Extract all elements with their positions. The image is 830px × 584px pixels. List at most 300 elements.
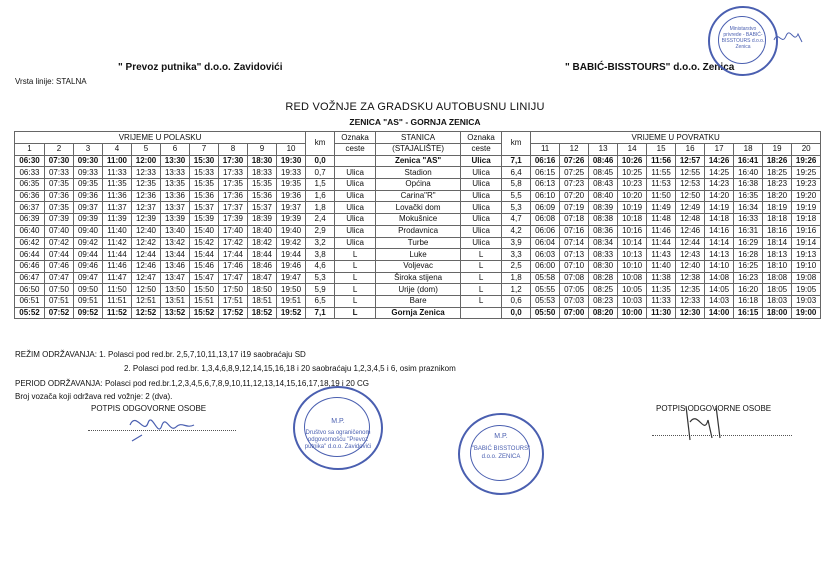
outbound-time: 11:51 xyxy=(103,295,132,307)
outbound-time: 17:36 xyxy=(219,190,248,202)
outbound-time: 13:33 xyxy=(161,167,190,179)
outbound-time: 18:46 xyxy=(248,260,277,272)
return-time: 07:19 xyxy=(560,202,589,214)
return-time: 11:49 xyxy=(647,202,676,214)
return-time: 08:43 xyxy=(589,179,618,191)
km-from-start: 3,8 xyxy=(306,249,335,261)
outbound-time: 07:51 xyxy=(45,295,74,307)
outbound-time: 07:47 xyxy=(45,272,74,284)
road-type-right: L xyxy=(461,260,502,272)
outbound-time: 18:30 xyxy=(248,155,277,167)
return-time: 18:23 xyxy=(763,179,792,191)
outbound-time: 11:42 xyxy=(103,237,132,249)
road-type-left: Ulica xyxy=(335,214,376,226)
outbound-time: 07:42 xyxy=(45,237,74,249)
outbound-number-6: 6 xyxy=(161,144,190,156)
return-time: 08:25 xyxy=(589,284,618,296)
outbound-time: 17:35 xyxy=(219,179,248,191)
station-name: Lovački dom xyxy=(376,202,461,214)
return-time: 16:31 xyxy=(734,225,763,237)
km-from-start: 0,7 xyxy=(306,167,335,179)
return-time: 16:35 xyxy=(734,190,763,202)
road-header-right-2: ceste xyxy=(461,144,502,156)
return-time: 12:50 xyxy=(676,190,705,202)
station-name: Carina"R" xyxy=(376,190,461,202)
stamp-middle-mp: M.P. xyxy=(494,433,508,440)
regime-note-1: REŽIM ODRŽAVANJA: 1. Polasci pod red.br. 2,5,7,10,11,13,17 i19 saobraćaju SD xyxy=(15,350,306,359)
return-time: 11:40 xyxy=(647,260,676,272)
outbound-time: 09:33 xyxy=(74,167,103,179)
outbound-time: 17:47 xyxy=(219,272,248,284)
line-type: Vrsta linije: STALNA xyxy=(15,77,87,86)
outbound-time: 09:44 xyxy=(74,249,103,261)
return-time: 12:49 xyxy=(676,202,705,214)
return-time: 08:34 xyxy=(589,237,618,249)
outbound-time: 15:35 xyxy=(248,179,277,191)
return-time: 10:20 xyxy=(618,190,647,202)
return-time: 16:40 xyxy=(734,167,763,179)
outbound-time: 15:36 xyxy=(248,190,277,202)
return-time: 11:56 xyxy=(647,155,676,167)
stamp-middle xyxy=(458,413,544,495)
road-type-right: Ulica xyxy=(461,190,502,202)
return-time: 08:40 xyxy=(589,190,618,202)
table-row xyxy=(15,179,821,191)
table-row xyxy=(15,214,821,226)
return-time: 19:03 xyxy=(792,295,821,307)
return-time: 16:29 xyxy=(734,237,763,249)
return-time: 12:55 xyxy=(676,167,705,179)
return-time: 07:25 xyxy=(560,167,589,179)
station-name: Široka stijena xyxy=(376,272,461,284)
return-time: 16:15 xyxy=(734,307,763,319)
return-number-16: 16 xyxy=(676,144,705,156)
outbound-time: 06:35 xyxy=(15,179,45,191)
return-number-14: 14 xyxy=(618,144,647,156)
return-time: 12:35 xyxy=(676,284,705,296)
outbound-time: 18:39 xyxy=(248,214,277,226)
km-from-start: 0,0 xyxy=(306,155,335,167)
outbound-time: 17:37 xyxy=(219,202,248,214)
return-number-20: 20 xyxy=(792,144,821,156)
outbound-time: 09:52 xyxy=(74,307,103,319)
outbound-number-10: 10 xyxy=(277,144,306,156)
return-time: 05:58 xyxy=(531,272,560,284)
return-time: 19:25 xyxy=(792,167,821,179)
outbound-time: 15:35 xyxy=(190,179,219,191)
return-time: 14:25 xyxy=(705,167,734,179)
return-time: 14:16 xyxy=(705,225,734,237)
outbound-time: 13:42 xyxy=(161,237,190,249)
outbound-time: 09:42 xyxy=(74,237,103,249)
road-type-left: Ulica xyxy=(335,190,376,202)
regime-note-2: 2. Polasci pod red.br. 1,3,4,6,8,9,12,14,15,16,18 i 20 saobraćaju 1,2,3,4,5 i 6, osim praznikom xyxy=(124,364,456,373)
outbound-time: 12:35 xyxy=(132,179,161,191)
return-time: 12:44 xyxy=(676,237,705,249)
outbound-number-5: 5 xyxy=(132,144,161,156)
km-from-end: 0,6 xyxy=(502,295,531,307)
road-header-right-1: Oznaka xyxy=(461,132,502,144)
return-time: 14:10 xyxy=(705,260,734,272)
road-type-left: Ulica xyxy=(335,202,376,214)
outbound-number-8: 8 xyxy=(219,144,248,156)
road-type-left: L xyxy=(335,307,376,319)
road-header-left-1: Oznaka xyxy=(335,132,376,144)
outbound-time: 12:37 xyxy=(132,202,161,214)
return-time: 19:20 xyxy=(792,190,821,202)
return-number-15: 15 xyxy=(647,144,676,156)
km-from-end: 3,9 xyxy=(502,237,531,249)
return-time: 19:18 xyxy=(792,214,821,226)
signature-label-right: POTPIS ODGOVORNE OSOBE xyxy=(656,404,772,413)
outbound-time: 06:47 xyxy=(15,272,45,284)
outbound-time: 17:30 xyxy=(219,155,248,167)
station-name: Urije (dom) xyxy=(376,284,461,296)
km-from-end: 5,5 xyxy=(502,190,531,202)
outbound-time: 13:51 xyxy=(161,295,190,307)
outbound-time: 12:47 xyxy=(132,272,161,284)
return-time: 08:39 xyxy=(589,202,618,214)
outbound-time: 07:35 xyxy=(45,202,74,214)
outbound-time: 15:52 xyxy=(190,307,219,319)
return-time: 07:26 xyxy=(560,155,589,167)
signature-label-left: POTPIS ODGOVORNE OSOBE xyxy=(91,404,207,413)
km-from-end: 6,4 xyxy=(502,167,531,179)
outbound-time: 07:50 xyxy=(45,284,74,296)
outbound-time: 12:00 xyxy=(132,155,161,167)
return-time: 11:55 xyxy=(647,167,676,179)
outbound-time: 12:36 xyxy=(132,190,161,202)
return-time: 05:53 xyxy=(531,295,560,307)
road-type-left: Ulica xyxy=(335,237,376,249)
outbound-time: 06:37 xyxy=(15,202,45,214)
return-time: 10:23 xyxy=(618,179,647,191)
return-time: 10:00 xyxy=(618,307,647,319)
return-time: 10:10 xyxy=(618,260,647,272)
return-number-12: 12 xyxy=(560,144,589,156)
outbound-time: 18:47 xyxy=(248,272,277,284)
outbound-time: 19:33 xyxy=(277,167,306,179)
outbound-time: 12:40 xyxy=(132,225,161,237)
return-time: 14:05 xyxy=(705,284,734,296)
return-time: 12:57 xyxy=(676,155,705,167)
return-time: 18:10 xyxy=(763,260,792,272)
return-time: 18:20 xyxy=(763,190,792,202)
outbound-time: 06:46 xyxy=(15,260,45,272)
km-from-end: 4,7 xyxy=(502,214,531,226)
return-time: 19:16 xyxy=(792,225,821,237)
outbound-time: 19:42 xyxy=(277,237,306,249)
outbound-time: 06:44 xyxy=(15,249,45,261)
return-time: 18:08 xyxy=(763,272,792,284)
return-time: 06:00 xyxy=(531,260,560,272)
outbound-time: 17:46 xyxy=(219,260,248,272)
station-name: Zenica "AS" xyxy=(376,155,461,167)
return-time: 07:05 xyxy=(560,284,589,296)
return-time: 07:00 xyxy=(560,307,589,319)
outbound-time: 07:30 xyxy=(45,155,74,167)
return-time: 10:03 xyxy=(618,295,647,307)
km-from-end: 2,5 xyxy=(502,260,531,272)
return-time: 11:46 xyxy=(647,225,676,237)
return-time: 18:00 xyxy=(763,307,792,319)
km-from-start: 1,8 xyxy=(306,202,335,214)
outbound-time: 06:39 xyxy=(15,214,45,226)
return-time: 19:19 xyxy=(792,202,821,214)
outbound-time: 19:52 xyxy=(277,307,306,319)
outbound-time: 09:47 xyxy=(74,272,103,284)
outbound-time: 07:40 xyxy=(45,225,74,237)
return-time: 07:20 xyxy=(560,190,589,202)
return-time: 12:46 xyxy=(676,225,705,237)
outbound-time: 11:00 xyxy=(103,155,132,167)
stamp-top-right-text: Ministarstvo privrede - BABIĆ-BISSTOURS d.o.o. Zenica xyxy=(721,26,765,50)
period-note: PERIOD ODRŽAVANJA: Polasci pod red.br.1,2,3,4,5,6,7,8,9,10,11,12,13,14,15,16,17,18,19 i 20 CG xyxy=(15,379,369,388)
km-from-end: 1,8 xyxy=(502,272,531,284)
outbound-time: 11:40 xyxy=(103,225,132,237)
km-from-start: 1,5 xyxy=(306,179,335,191)
outbound-time: 13:40 xyxy=(161,225,190,237)
outbound-time: 19:39 xyxy=(277,214,306,226)
return-time: 11:48 xyxy=(647,214,676,226)
outbound-time: 15:46 xyxy=(190,260,219,272)
outbound-time: 15:51 xyxy=(190,295,219,307)
station-header-1: STANICA xyxy=(376,132,461,144)
table-row xyxy=(15,272,821,284)
return-time: 16:41 xyxy=(734,155,763,167)
outbound-time: 11:39 xyxy=(103,214,132,226)
km-from-end: 5,8 xyxy=(502,179,531,191)
outbound-time: 18:33 xyxy=(248,167,277,179)
return-time: 06:13 xyxy=(531,179,560,191)
signature-scribble-left xyxy=(122,405,202,445)
signature-scribble-right xyxy=(676,400,736,445)
road-type-right: Ulica xyxy=(461,179,502,191)
outbound-time: 13:36 xyxy=(161,190,190,202)
road-type-right: Ulica xyxy=(461,214,502,226)
return-time: 07:10 xyxy=(560,260,589,272)
road-header-left-2: ceste xyxy=(335,144,376,156)
outbound-time: 09:46 xyxy=(74,260,103,272)
outbound-time: 11:36 xyxy=(103,190,132,202)
table-row xyxy=(15,190,821,202)
outbound-time: 18:40 xyxy=(248,225,277,237)
outbound-time: 06:33 xyxy=(15,167,45,179)
drivers-note: Broj vozača koji održava red vožnje: 2 (dva). xyxy=(15,392,173,401)
outbound-time: 12:46 xyxy=(132,260,161,272)
outbound-time: 11:35 xyxy=(103,179,132,191)
outbound-time: 17:51 xyxy=(219,295,248,307)
outbound-time: 13:30 xyxy=(161,155,190,167)
km-from-end: 1,2 xyxy=(502,284,531,296)
return-time: 19:13 xyxy=(792,249,821,261)
return-time: 18:18 xyxy=(763,214,792,226)
table-row xyxy=(15,295,821,307)
outbound-time: 18:52 xyxy=(248,307,277,319)
table-row xyxy=(15,202,821,214)
return-time: 18:05 xyxy=(763,284,792,296)
return-time: 18:26 xyxy=(763,155,792,167)
km-header-left: km xyxy=(306,132,335,156)
outbound-time: 17:44 xyxy=(219,249,248,261)
return-time: 16:25 xyxy=(734,260,763,272)
return-time: 16:20 xyxy=(734,284,763,296)
return-time: 16:28 xyxy=(734,249,763,261)
return-time: 08:45 xyxy=(589,167,618,179)
outbound-time: 07:46 xyxy=(45,260,74,272)
return-time: 16:34 xyxy=(734,202,763,214)
return-time: 10:13 xyxy=(618,249,647,261)
return-time: 11:38 xyxy=(647,272,676,284)
outbound-time: 19:44 xyxy=(277,249,306,261)
outbound-time: 19:37 xyxy=(277,202,306,214)
return-time: 06:03 xyxy=(531,249,560,261)
return-time: 19:00 xyxy=(792,307,821,319)
road-type-left xyxy=(335,155,376,167)
return-time: 10:19 xyxy=(618,202,647,214)
outbound-time: 07:33 xyxy=(45,167,74,179)
return-time: 14:14 xyxy=(705,237,734,249)
outbound-time: 09:36 xyxy=(74,190,103,202)
outbound-time: 18:51 xyxy=(248,295,277,307)
return-time: 08:30 xyxy=(589,260,618,272)
outbound-time: 11:50 xyxy=(103,284,132,296)
return-time: 14:00 xyxy=(705,307,734,319)
outbound-number-4: 4 xyxy=(103,144,132,156)
road-type-right: L xyxy=(461,295,502,307)
timetable xyxy=(14,131,821,319)
return-time: 14:13 xyxy=(705,249,734,261)
return-time: 16:23 xyxy=(734,272,763,284)
return-time: 19:26 xyxy=(792,155,821,167)
route-name: ZENICA "AS" - GORNJA ZENICA xyxy=(349,117,481,127)
return-time: 06:15 xyxy=(531,167,560,179)
return-time: 14:23 xyxy=(705,179,734,191)
return-time: 06:08 xyxy=(531,214,560,226)
outbound-time: 12:52 xyxy=(132,307,161,319)
outbound-time: 17:52 xyxy=(219,307,248,319)
outbound-time: 07:35 xyxy=(45,179,74,191)
outbound-time: 13:35 xyxy=(161,179,190,191)
outbound-time: 19:40 xyxy=(277,225,306,237)
return-time: 18:14 xyxy=(763,237,792,249)
outbound-time: 06:30 xyxy=(15,155,45,167)
outbound-time: 13:39 xyxy=(161,214,190,226)
table-row xyxy=(15,284,821,296)
table-row xyxy=(15,260,821,272)
return-time: 06:10 xyxy=(531,190,560,202)
road-type-right: Ulica xyxy=(461,155,502,167)
km-header-right: km xyxy=(502,132,531,156)
outbound-number-3: 3 xyxy=(74,144,103,156)
outbound-time: 12:51 xyxy=(132,295,161,307)
outbound-time: 12:44 xyxy=(132,249,161,261)
outbound-number-7: 7 xyxy=(190,144,219,156)
return-time: 11:30 xyxy=(647,307,676,319)
outbound-time: 15:36 xyxy=(190,190,219,202)
outbound-time: 09:39 xyxy=(74,214,103,226)
outbound-time: 11:46 xyxy=(103,260,132,272)
outbound-time: 07:52 xyxy=(45,307,74,319)
return-time: 08:38 xyxy=(589,214,618,226)
road-type-left: L xyxy=(335,284,376,296)
return-time: 12:40 xyxy=(676,260,705,272)
return-time: 10:16 xyxy=(618,225,647,237)
return-time: 07:23 xyxy=(560,179,589,191)
outbound-time: 15:30 xyxy=(190,155,219,167)
return-time: 10:14 xyxy=(618,237,647,249)
station-name: Općina xyxy=(376,179,461,191)
km-from-start: 2,4 xyxy=(306,214,335,226)
return-time: 11:33 xyxy=(647,295,676,307)
return-time: 14:08 xyxy=(705,272,734,284)
outbound-time: 12:39 xyxy=(132,214,161,226)
km-from-end: 4,2 xyxy=(502,225,531,237)
stamp-left xyxy=(293,386,383,470)
outbound-time: 17:50 xyxy=(219,284,248,296)
return-time: 11:53 xyxy=(647,179,676,191)
outbound-time: 12:42 xyxy=(132,237,161,249)
km-from-end: 5,3 xyxy=(502,202,531,214)
outbound-time: 15:42 xyxy=(190,237,219,249)
outbound-time: 17:42 xyxy=(219,237,248,249)
outbound-time: 12:33 xyxy=(132,167,161,179)
outbound-time: 19:46 xyxy=(277,260,306,272)
outbound-time: 17:40 xyxy=(219,225,248,237)
return-time: 12:43 xyxy=(676,249,705,261)
road-type-left: L xyxy=(335,260,376,272)
km-from-start: 4,6 xyxy=(306,260,335,272)
outbound-time: 19:50 xyxy=(277,284,306,296)
return-time: 08:46 xyxy=(589,155,618,167)
return-time: 07:14 xyxy=(560,237,589,249)
outbound-time: 17:39 xyxy=(219,214,248,226)
road-type-right xyxy=(461,307,502,319)
outbound-time: 13:37 xyxy=(161,202,190,214)
table-row xyxy=(15,307,821,319)
outbound-time: 13:44 xyxy=(161,249,190,261)
return-number-19: 19 xyxy=(763,144,792,156)
km-from-end: 0,0 xyxy=(502,307,531,319)
outbound-time: 15:33 xyxy=(190,167,219,179)
road-type-left: Ulica xyxy=(335,179,376,191)
return-time: 08:36 xyxy=(589,225,618,237)
return-number-11: 11 xyxy=(531,144,560,156)
return-time: 06:09 xyxy=(531,202,560,214)
road-type-left: L xyxy=(335,272,376,284)
outbound-time: 05:52 xyxy=(15,307,45,319)
stamp-top-right xyxy=(708,6,778,76)
outbound-time: 19:36 xyxy=(277,190,306,202)
km-from-start: 1,6 xyxy=(306,190,335,202)
return-time: 10:18 xyxy=(618,214,647,226)
return-time: 18:13 xyxy=(763,249,792,261)
return-time: 08:20 xyxy=(589,307,618,319)
outbound-time: 09:30 xyxy=(74,155,103,167)
return-time: 16:18 xyxy=(734,295,763,307)
outbound-time: 15:40 xyxy=(190,225,219,237)
outbound-time: 11:52 xyxy=(103,307,132,319)
return-time: 12:30 xyxy=(676,307,705,319)
station-header-2: (STAJALIŠTE) xyxy=(376,144,461,156)
outbound-time: 15:37 xyxy=(248,202,277,214)
outbound-time: 13:50 xyxy=(161,284,190,296)
return-time: 16:33 xyxy=(734,214,763,226)
station-name: Turbe xyxy=(376,237,461,249)
table-row xyxy=(15,249,821,261)
return-time: 07:16 xyxy=(560,225,589,237)
outbound-time: 18:44 xyxy=(248,249,277,261)
